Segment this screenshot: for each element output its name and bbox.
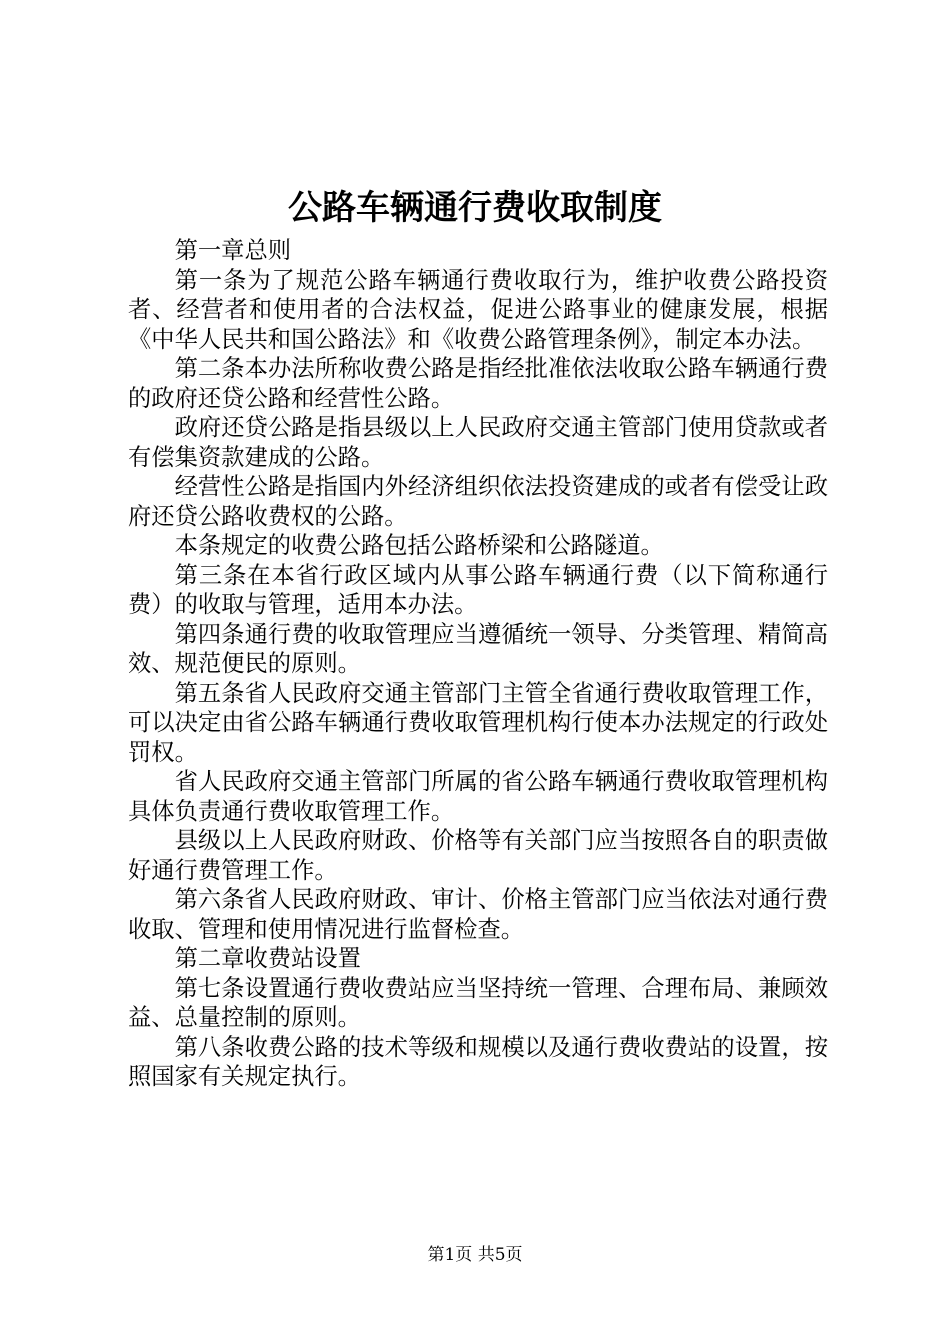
paragraph: 经营性公路是指国内外经济组织依法投资建成的或者有偿受让政府还贷公路收费权的公路。 — [128, 473, 828, 530]
document-body — [128, 236, 828, 1092]
paragraph: 省人民政府交通主管部门所属的省公路车辆通行费收取管理机构具体负责通行费收取管理工作。 — [128, 768, 828, 825]
paragraph: 第八条收费公路的技术等级和规模以及通行费收费站的设置，按照国家有关规定执行。 — [128, 1033, 828, 1090]
paragraph: 本条规定的收费公路包括公路桥梁和公路隧道。 — [174, 532, 664, 559]
paragraph: 第一条为了规范公路车辆通行费收取行为，维护收费公路投资者、经营者和使用者的合法权益，促进公路事业的健康发展，根据《中华人民共和国公路法》和《收费公路管理条例》，制定本办法。 — [128, 266, 828, 353]
paragraph: 第六条省人民政府财政、审计、价格主管部门应当依法对通行费收取、管理和使用情况进行监督检查。 — [128, 886, 828, 943]
paragraph: 第二条本办法所称收费公路是指经批准依法收取公路车辆通行费的政府还贷公路和经营性公路。 — [128, 355, 828, 412]
document-title: 公路车辆通行费收取制度 — [288, 188, 662, 228]
chapter-heading: 第一章总则 — [174, 237, 292, 264]
paragraph: 第五条省人民政府交通主管部门主管全省通行费收取管理工作，可以决定由省公路车辆通行费收取管理机构行使本办法规定的行政处罚权。 — [128, 679, 828, 766]
paragraph: 县级以上人民政府财政、价格等有关部门应当按照各自的职责做好通行费管理工作。 — [128, 827, 828, 884]
paragraph: 政府还贷公路是指县级以上人民政府交通主管部门使用贷款或者有偿集资款建成的公路。 — [128, 414, 828, 471]
chapter-heading: 第二章收费站设置 — [174, 945, 361, 972]
paragraph: 第七条设置通行费收费站应当坚持统一管理、合理布局、兼顾效益、总量控制的原则。 — [128, 974, 828, 1031]
paragraph: 第四条通行费的收取管理应当遵循统一领导、分类管理、精简高效、规范便民的原则。 — [128, 620, 828, 677]
paragraph: 第三条在本省行政区域内从事公路车辆通行费（以下简称通行费）的收取与管理，适用本办法。 — [128, 561, 828, 618]
page-footer: 第1页 共5页 — [427, 1245, 523, 1265]
